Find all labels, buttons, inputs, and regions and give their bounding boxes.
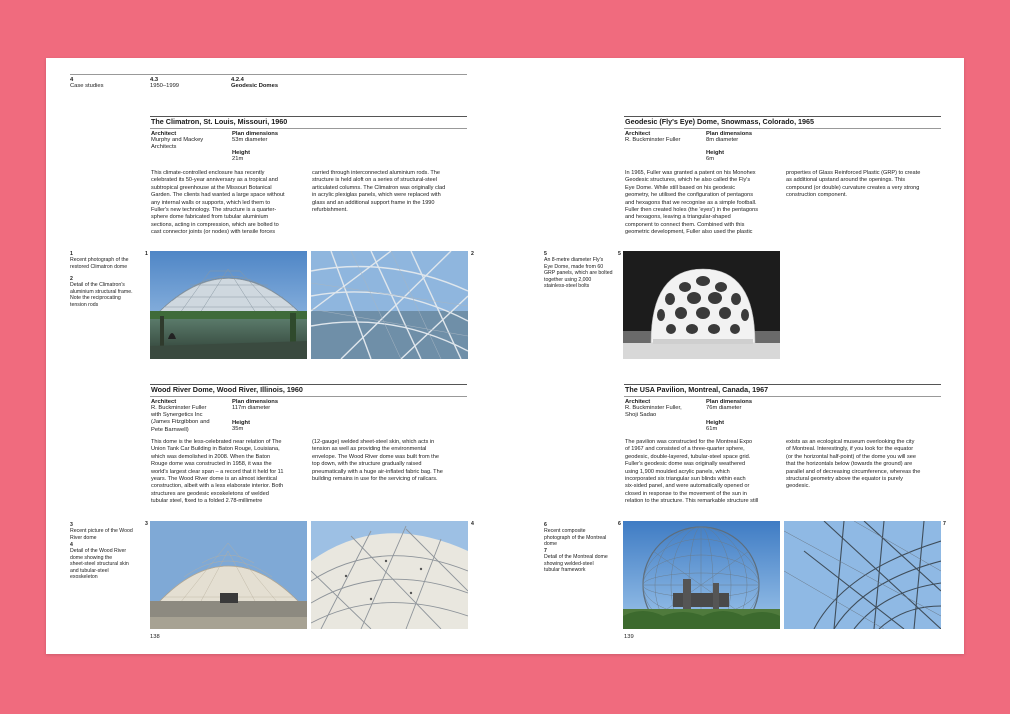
photo-climatron-dome [150, 251, 307, 359]
woodriver-plan-label: Plan dimensions [232, 399, 279, 405]
figure-number-2: 2 [471, 251, 474, 257]
photo-woodriver-dome [150, 521, 307, 629]
climatron-architect-label: Architect [151, 131, 177, 137]
caption-1: 1 Recent photograph of the restored Climatron dome [70, 251, 129, 270]
photo-montreal-framework-detail [784, 521, 941, 629]
caption-5: 5 An 8-metre diameter Fly's Eye Dome, made from 60 GRP panels, which are bolted together using 2,000 stainless-steel bolts [544, 251, 613, 290]
book-spread [46, 58, 964, 654]
climatron-title-underline [150, 128, 467, 129]
woodriver-title: Wood River Dome, Wood River, Illinois, 1960 [151, 385, 303, 394]
usapavilion-plan-label: Plan dimensions [706, 399, 753, 405]
flyseye-plan-label: Plan dimensions [706, 131, 753, 137]
figure-number-3: 3 [145, 521, 148, 527]
flyseye-architect-label: Architect [625, 131, 651, 137]
figure-number-5: 5 [618, 251, 621, 257]
climatron-plan-value: 53m diameter [232, 137, 268, 143]
page-number-right: 139 [624, 634, 634, 640]
woodriver-title-underline [150, 396, 467, 397]
chapter-title: Case studies [70, 83, 104, 89]
flyseye-architect-value: R. Buckminster Fuller [625, 137, 681, 143]
caption-6: 6 Recent composite photograph of the Montreal dome [544, 522, 607, 548]
figure-number-7: 7 [943, 521, 946, 527]
climatron-body-col2: carried through interconnected aluminium rods. The structure is held aloft on a series of structural-steel articulated columns. The Climatron was originally clad in acrylic plexiglas panels, which were replaced with glass and an additional support frame in the 1990 refurbishment. [312, 170, 446, 214]
photo-climatron-frame-detail [311, 251, 468, 359]
climatron-architect-value: Murphy and Mackey Architects [151, 137, 204, 151]
caption-2: 2 Detail of the Climatron's aluminium structural frame. Note the reciprocating tension rods [70, 276, 133, 308]
woodriver-height-label: Height [232, 420, 251, 426]
usapavilion-title: The USA Pavilion, Montreal, Canada, 1967 [625, 385, 769, 394]
woodriver-body-col2: (12-gauge) welded sheet-steel skin, which acts in tension as well as providing the environmental envelope. The Wood River dome was built from the top down, with the structure gradually raised pneumatically with a huge air-inflated fabric bag. The building remains in use for the servicing of railcars. [312, 439, 443, 483]
header-rule [70, 74, 467, 75]
woodriver-body-col1: This dome is the less-celebrated near relation of The Union Tank Car Building in Baton Rouge, Louisiana, which was demolished in 2008. When the Baton Rouge dome was constructed in 1958, it was the world's largest clear span – a record that it held for 11 years. The Wood River dome is an almost identical construction, albeit with a less elaborate interior. Both structures are geodesic exoskeletons of welded tubular steel, fixed to a folded 2.78-millimetre [151, 439, 284, 505]
woodriver-height-value: 35m [232, 426, 244, 432]
flyseye-body-col2: properties of Glass Reinforced Plastic (GRP) to create as additional upstand around the openings. This compound (or double) curvature creates a very strong construction component. [786, 170, 921, 199]
usapavilion-architect-label: Architect [625, 399, 651, 405]
photo-woodriver-skin-detail [311, 521, 468, 629]
usapavilion-architect-value: R. Buckminster Fuller, Shoji Sadao [625, 405, 682, 419]
caption-3: 3 Recent picture of the Wood River dome [70, 522, 133, 541]
chapter-number: 4 [70, 77, 74, 83]
climatron-title: The Climatron, St. Louis, Missouri, 1960 [151, 117, 288, 126]
page-number-left: 138 [150, 634, 160, 640]
climatron-body-col1: This climate-controlled enclosure has recently celebrated its 50-year anniversary as a tropical and subtropical greenhouse at the Missouri Botanical Garden. The clients had wanted a large space without any internal walls or supports, which led them to Fuller's new technology. The structure is a quarter- sphere dome fabricated from tubular aluminium sections, acting in compression, which are bolted to cast connector joints (or nodes) with tensile forces [151, 170, 285, 236]
usapavilion-body-col1: The pavilion was constructed for the Montreal Expo of 1967 and consisted of a three-quarter sphere, geodesic, double-layered, tubular-steel space grid. Fuller's geodesic dome was originally weathered using 1,900 moulded acrylic panels, which incorporated six triangular sun blinds within each six-sided panel, and were automatically opened or closed in response to the movement of the sun in relation to the structure. This remarkable structure still [625, 439, 759, 505]
usapavilion-title-underline [624, 396, 941, 397]
section-title: 1950–1999 [150, 83, 180, 89]
woodriver-architect-value: R. Buckminster Fuller with Synergetics Inc (James Fitzgibbon and Pete Barnwell) [151, 405, 210, 433]
photo-montreal-dome [623, 521, 780, 629]
flyseye-title: Geodesic (Fly's Eye) Dome, Snowmass, Colorado, 1965 [625, 117, 815, 126]
flyseye-body-col1: In 1965, Fuller was granted a patent on his Monohex Geodesic structures, which he also called the Fly's Eye Dome. While still based on his geodesic geometry, he utilised the configuration of pentagons and hexagons that we recognise as a simple football. Fuller then created holes (the 'eyes') in the pentagons and hexagons, leaving a triangular-shaped component to connect them. Combined with this geometric development, Fuller also used the plastic [625, 170, 759, 236]
caption-4: 4 Detail of the Wood River dome showing the sheet-steel structural skin and tubular-steel exoskeleton [70, 542, 129, 581]
usapavilion-plan-value: 76m diameter [706, 405, 742, 411]
woodriver-plan-value: 117m diameter [232, 405, 271, 411]
subsection-number: 4.2.4 [231, 77, 244, 83]
climatron-height-label: Height [232, 150, 251, 156]
photo-flyseye-dome [623, 251, 780, 359]
woodriver-architect-label: Architect [151, 399, 177, 405]
subsection-title: Geodesic Domes [231, 83, 279, 89]
section-number: 4.3 [150, 77, 159, 83]
usapavilion-height-label: Height [706, 420, 725, 426]
climatron-height-value: 21m [232, 156, 244, 162]
usapavilion-body-col2: exists as an ecological museum overlooking the city of Montreal. Interestingly, if you look for the equator (or the horizontal half-point) of the dome you will see that the horizontals below (towards the ground) are parallel and of decreasing circumference, whereas the structural geometry above the equator is purely geodesic. [786, 439, 921, 490]
flyseye-title-underline [624, 128, 941, 129]
flyseye-height-label: Height [706, 150, 725, 156]
caption-7: 7 Detail of the Montreal dome showing welded-steel tubular framework [544, 548, 608, 574]
climatron-plan-label: Plan dimensions [232, 131, 279, 137]
flyseye-plan-value: 8m diameter [706, 137, 739, 143]
figure-number-6: 6 [618, 521, 621, 527]
flyseye-height-value: 6m [706, 156, 715, 162]
figure-number-4: 4 [471, 521, 474, 527]
usapavilion-height-value: 61m [706, 426, 718, 432]
figure-number-1: 1 [145, 251, 148, 257]
